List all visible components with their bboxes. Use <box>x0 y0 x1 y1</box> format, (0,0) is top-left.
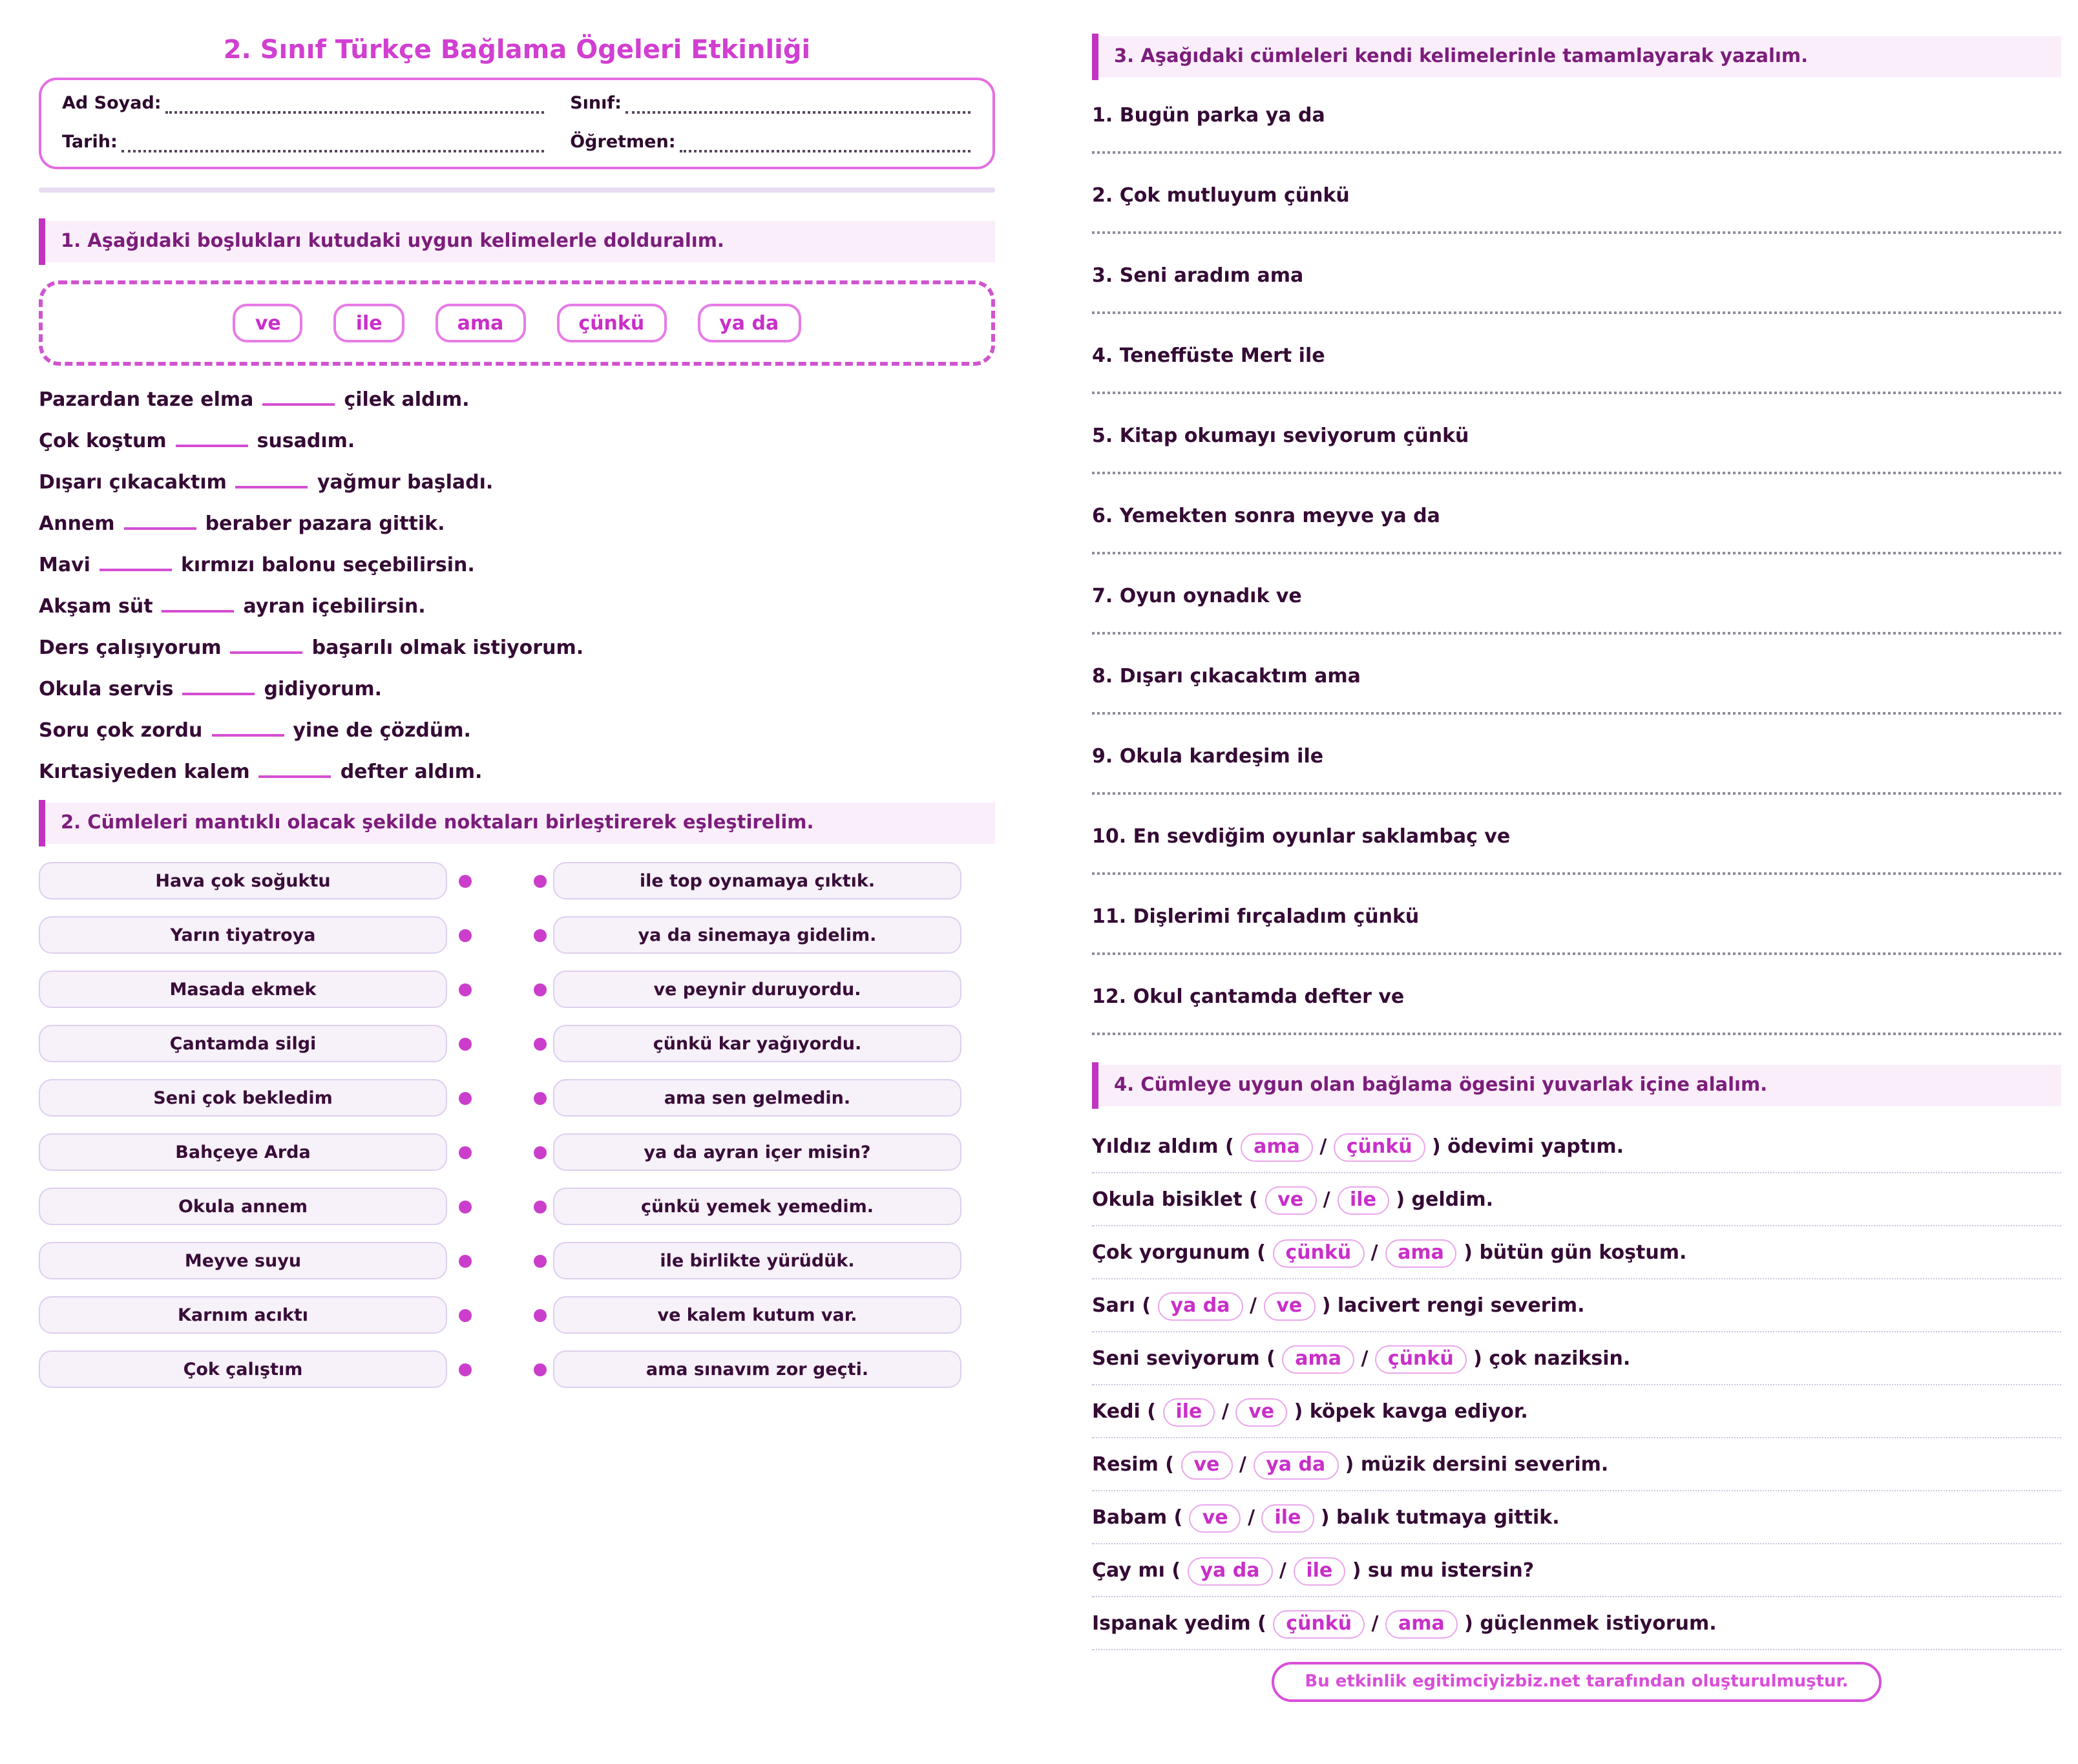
match-connector <box>447 1254 553 1267</box>
fill-sentence <box>39 720 995 742</box>
match-left-box[interactable]: Bahçeye Arda <box>39 1133 447 1171</box>
row-dotted-separator <box>1092 1225 2061 1226</box>
sentence-after: kırmızı balonu seçebilirsin. <box>180 553 475 576</box>
section3-accent-bar <box>1092 34 1098 80</box>
fill-sentence <box>39 389 995 411</box>
answer-blank[interactable] <box>259 765 331 778</box>
match-right-box[interactable]: ya da sinemaya gidelim. <box>553 916 961 954</box>
complete-sentence-item <box>1092 584 2061 607</box>
sentence-before: Seni seviyorum ( <box>1092 1347 1283 1370</box>
left-column <box>39 0 995 1405</box>
match-right-box[interactable]: ile birlikte yürüdük. <box>553 1242 961 1279</box>
item-text: Okul çantamda defter ve <box>1133 985 1405 1008</box>
match-right-box[interactable]: ve peynir duruyordu. <box>553 971 961 1008</box>
item-number: 7. <box>1092 584 1120 607</box>
word-bank-box <box>39 280 995 366</box>
match-left-box[interactable]: Okula annem <box>39 1188 447 1225</box>
option-separator: / <box>1215 1400 1236 1423</box>
section2-heading: 2. Cümleleri mantıklı olacak şekilde noktaları birleştirerek eşleştirelim. <box>61 813 814 834</box>
sentence-before: Ispanak yedim ( <box>1092 1612 1274 1635</box>
item-text: Dişlerimi fırçaladım çünkü <box>1133 905 1420 928</box>
match-connector <box>447 874 553 887</box>
complete-sentence-item <box>1092 424 2061 447</box>
fill-sentence <box>39 554 995 576</box>
circle-option-sentence <box>1092 1238 2061 1268</box>
match-left-box[interactable]: Karnım acıktı <box>39 1296 447 1334</box>
option-separator: / <box>1316 1188 1337 1211</box>
match-left-box[interactable]: Masada ekmek <box>39 971 447 1008</box>
answer-blank[interactable] <box>176 434 248 447</box>
match-right-box[interactable]: ya da ayran içer misin? <box>553 1133 961 1171</box>
row-dotted-separator <box>1092 1596 2061 1597</box>
option-pill-2[interactable]: ama <box>1385 1239 1457 1268</box>
match-dot-right[interactable] <box>534 1091 547 1104</box>
row-dotted-separator <box>1092 1331 2061 1332</box>
row-dotted-separator <box>1092 1649 2061 1650</box>
item-text: Çok mutluyum çünkü <box>1119 184 1350 207</box>
sentence-after: yağmur başladı. <box>317 470 494 494</box>
circle-option-list <box>1092 1132 2061 1650</box>
answer-dotted-line[interactable] <box>1092 952 2061 955</box>
fill-in-sentences <box>39 389 995 783</box>
item-text: Yemekten sonra meyve ya da <box>1119 504 1440 527</box>
word-chip-ile[interactable]: ile <box>334 304 404 342</box>
credit-badge: Bu etkinlik egitimciyizbiz.net tarafından oluşturulmuştur. <box>1271 1662 1882 1702</box>
item-number: 12. <box>1092 985 1133 1008</box>
section3-heading: 3. Aşağıdaki cümleleri kendi kelimelerinle tamamlayarak yazalım. <box>1114 47 1809 67</box>
complete-sentence-item <box>1092 905 2061 928</box>
sentence-after: başarılı olmak istiyorum. <box>311 636 584 659</box>
match-row <box>39 1025 995 1062</box>
answer-dotted-line[interactable] <box>1092 632 2061 635</box>
match-row <box>39 1188 995 1225</box>
circle-option-sentence <box>1092 1609 2061 1639</box>
row-dotted-separator <box>1092 1437 2061 1438</box>
option-separator: / <box>1364 1241 1385 1264</box>
sentence-before: Kedi ( <box>1092 1400 1163 1423</box>
answer-blank[interactable] <box>124 517 196 530</box>
matching-exercise <box>39 862 995 1388</box>
match-connector <box>447 1091 553 1104</box>
sentence-before: Akşam süt <box>39 594 153 618</box>
fill-sentence <box>39 513 995 535</box>
sentence-before: Soru çok zordu <box>39 719 203 742</box>
match-connector <box>447 1037 553 1050</box>
complete-sentence-item <box>1092 504 2061 527</box>
complete-sentence-item <box>1092 264 2061 287</box>
answer-dotted-line[interactable] <box>1092 712 2061 715</box>
option-pill-2[interactable]: ile <box>1262 1504 1314 1533</box>
word-chip-ama[interactable]: ama <box>436 304 526 342</box>
page-title: 2. Sınıf Türkçe Bağlama Ögeleri Etkinliği <box>223 34 811 65</box>
item-number: 4. <box>1092 344 1120 367</box>
match-left-box[interactable]: Çok çalıştım <box>39 1350 447 1388</box>
match-left-box[interactable]: Hava çok soğuktu <box>39 862 447 899</box>
match-dot-left[interactable] <box>459 874 472 887</box>
sentence-after: yine de çözdüm. <box>293 719 471 742</box>
sentence-before: Kırtasiyeden kalem <box>39 760 250 783</box>
item-number: 2. <box>1092 184 1120 207</box>
sentence-after: ) geldim. <box>1389 1188 1494 1211</box>
sentence-after: ) müzik dersini severim. <box>1338 1453 1609 1476</box>
item-number: 10. <box>1092 824 1133 848</box>
answer-blank[interactable] <box>183 682 255 695</box>
footer <box>1092 1662 2061 1702</box>
circle-option-sentence <box>1092 1291 2061 1321</box>
option-separator: / <box>1312 1135 1334 1158</box>
match-row <box>39 971 995 1008</box>
sentence-after: defter aldım. <box>340 760 483 783</box>
sentence-before: Resim ( <box>1092 1453 1181 1476</box>
match-row <box>39 1079 995 1117</box>
match-connector <box>447 1308 553 1321</box>
match-dot-right[interactable] <box>534 929 547 941</box>
sinif-input-line[interactable] <box>625 109 971 114</box>
section1-header <box>39 221 995 262</box>
fill-sentence <box>39 430 995 452</box>
answer-blank[interactable] <box>100 558 172 571</box>
fill-sentence <box>39 596 995 618</box>
student-info-box <box>39 78 995 169</box>
match-connector <box>447 1200 553 1213</box>
complete-sentence-item <box>1092 103 2061 127</box>
item-text: Bugün parka ya da <box>1119 103 1325 127</box>
item-text: En sevdiğim oyunlar saklambaç ve <box>1133 824 1511 848</box>
sentence-after: ) lacivert rengi severim. <box>1315 1294 1585 1317</box>
option-pill-2[interactable]: ile <box>1293 1557 1345 1586</box>
match-connector <box>447 1363 553 1376</box>
option-pill-1[interactable]: ve <box>1265 1186 1316 1215</box>
option-pill-1[interactable]: ya da <box>1158 1292 1243 1321</box>
sentence-before: Annem <box>39 512 115 535</box>
item-number: 1. <box>1092 103 1120 127</box>
row-dotted-separator <box>1092 1490 2061 1491</box>
sentence-after: ) bütün gün koştum. <box>1456 1241 1687 1264</box>
circle-option-sentence <box>1092 1132 2061 1162</box>
sentence-before: Ders çalışıyorum <box>39 636 222 659</box>
sentence-before: Dışarı çıkacaktım <box>39 470 227 494</box>
complete-sentence-item <box>1092 664 2061 688</box>
complete-sentence-item <box>1092 824 2061 848</box>
field-tarih <box>62 132 544 152</box>
match-left-box[interactable]: Çantamda silgi <box>39 1025 447 1062</box>
field-ogretmen <box>570 132 971 152</box>
match-left-box[interactable]: Meyve suyu <box>39 1242 447 1279</box>
item-number: 5. <box>1092 424 1120 447</box>
option-pill-2[interactable]: ya da <box>1253 1451 1338 1480</box>
item-number: 11. <box>1092 905 1133 928</box>
item-text: Oyun oynadık ve <box>1119 584 1302 607</box>
match-row <box>39 1296 995 1334</box>
match-dot-left[interactable] <box>459 1363 472 1376</box>
match-dot-left[interactable] <box>459 1146 472 1159</box>
fill-sentence <box>39 637 995 659</box>
answer-blank[interactable] <box>262 393 335 406</box>
option-separator: / <box>1232 1453 1254 1476</box>
answer-dotted-line[interactable] <box>1092 472 2061 474</box>
sentence-before: Çok yorgunum ( <box>1092 1241 1273 1264</box>
sentence-before: Pazardan taze elma <box>39 388 254 411</box>
section2-accent-bar <box>39 800 45 846</box>
answer-dotted-line[interactable] <box>1092 792 2061 795</box>
option-pill-1[interactable]: ve <box>1190 1504 1241 1533</box>
item-number: 9. <box>1092 744 1120 768</box>
complete-sentence-item <box>1092 744 2061 768</box>
fill-sentence <box>39 678 995 700</box>
match-dot-right[interactable] <box>534 1254 547 1267</box>
field-label-ad-soyad: Ad Soyad: <box>62 93 162 114</box>
match-dot-left[interactable] <box>459 1037 472 1050</box>
match-left-box[interactable]: Seni çok bekledim <box>39 1079 447 1117</box>
match-dot-right[interactable] <box>534 874 547 887</box>
answer-dotted-line[interactable] <box>1092 311 2061 314</box>
row-dotted-separator <box>1092 1172 2061 1173</box>
section4-heading: 4. Cümleye uygun olan bağlama ögesini yuvarlak içine alalım. <box>1114 1075 1768 1096</box>
word-chip-ve[interactable]: ve <box>233 304 303 342</box>
item-text: Teneffüste Mert ile <box>1119 344 1325 367</box>
section4-header <box>1092 1065 2061 1106</box>
row-dotted-separator <box>1092 1384 2061 1385</box>
row-dotted-separator <box>1092 1278 2061 1279</box>
option-pill-2[interactable]: ve <box>1235 1398 1287 1427</box>
sentence-before: Okula bisiklet ( <box>1092 1188 1265 1211</box>
answer-dotted-line[interactable] <box>1092 392 2061 394</box>
fill-sentence <box>39 472 995 494</box>
item-number: 6. <box>1092 504 1120 527</box>
match-left-box[interactable]: Yarın tiyatroya <box>39 916 447 954</box>
sentence-after: ) balık tutmaya gittik. <box>1314 1506 1560 1529</box>
option-pill-1[interactable]: ya da <box>1188 1557 1273 1586</box>
option-separator: / <box>1243 1294 1264 1317</box>
item-number: 3. <box>1092 264 1120 287</box>
section3-header <box>1092 36 2061 78</box>
match-dot-left[interactable] <box>459 1308 472 1321</box>
match-right-box[interactable]: çünkü yemek yemedim. <box>553 1188 961 1225</box>
option-separator: / <box>1272 1559 1294 1582</box>
item-text: Okula kardeşim ile <box>1119 744 1324 768</box>
option-pill-1[interactable]: ama <box>1241 1133 1313 1162</box>
option-pill-1[interactable]: ve <box>1181 1451 1232 1480</box>
option-pill-2[interactable]: çünkü <box>1375 1345 1467 1374</box>
match-dot-left[interactable] <box>459 1254 472 1267</box>
match-right-box[interactable]: çünkü kar yağıyordu. <box>553 1025 961 1062</box>
sentence-before: Çay mı ( <box>1092 1559 1188 1582</box>
section1-heading: 1. Aşağıdaki boşlukları kutudaki uygun kelimelerle dolduralım. <box>61 231 724 252</box>
row-dotted-separator <box>1092 1543 2061 1544</box>
match-dot-right[interactable] <box>534 983 547 996</box>
match-connector <box>447 1146 553 1159</box>
ogretmen-input-line[interactable] <box>680 147 971 152</box>
section2-header <box>39 803 995 844</box>
sentence-before: Sarı ( <box>1092 1294 1158 1317</box>
field-label-sinif: Sınıf: <box>570 93 622 114</box>
circle-option-sentence <box>1092 1344 2061 1374</box>
word-chip-çünkü[interactable]: çünkü <box>556 304 666 342</box>
divider <box>39 187 995 193</box>
answer-blank[interactable] <box>231 641 303 654</box>
sentence-after: beraber pazara gittik. <box>205 512 445 535</box>
fill-sentence <box>39 761 995 783</box>
answer-blank[interactable] <box>211 724 284 737</box>
sentence-after: ) su mu istersin? <box>1345 1559 1535 1582</box>
match-dot-right[interactable] <box>534 1146 547 1159</box>
complete-sentence-item <box>1092 344 2061 367</box>
circle-option-sentence <box>1092 1556 2061 1586</box>
match-row <box>39 1133 995 1171</box>
sentence-before: Okula servis <box>39 677 174 700</box>
answer-dotted-line[interactable] <box>1092 231 2061 234</box>
option-pill-2[interactable]: ile <box>1337 1186 1389 1215</box>
match-connector <box>447 983 553 996</box>
match-row <box>39 862 995 899</box>
match-dot-right[interactable] <box>534 1037 547 1050</box>
circle-option-sentence <box>1092 1397 2061 1427</box>
match-dot-right[interactable] <box>534 1363 547 1376</box>
sentence-after: ayran içebilirsin. <box>243 594 426 618</box>
sentence-after: susadım. <box>257 429 355 452</box>
match-dot-right[interactable] <box>534 1200 547 1213</box>
option-pill-2[interactable]: çünkü <box>1334 1133 1425 1162</box>
sentence-after: gidiyorum. <box>264 677 382 700</box>
section1-accent-bar <box>39 218 45 265</box>
option-separator: / <box>1241 1506 1262 1529</box>
option-pill-1[interactable]: çünkü <box>1272 1239 1364 1268</box>
sentence-after: ) güçlenmek istiyorum. <box>1457 1612 1717 1635</box>
match-row <box>39 916 995 954</box>
word-chip-ya-da[interactable]: ya da <box>697 304 801 342</box>
field-sinif <box>570 93 971 114</box>
match-dot-right[interactable] <box>534 1308 547 1321</box>
match-right-box[interactable]: ile top oynamaya çıktık. <box>553 862 961 899</box>
sentence-after: ) çok naziksin. <box>1466 1347 1631 1370</box>
item-number: 8. <box>1092 664 1120 688</box>
right-column <box>1092 0 2061 1702</box>
sentence-after: ) ödevimi yaptım. <box>1425 1135 1624 1158</box>
match-right-box[interactable]: ama sen gelmedin. <box>553 1079 961 1117</box>
field-label-tarih: Tarih: <box>62 132 118 152</box>
answer-dotted-line[interactable] <box>1092 552 2061 554</box>
match-connector <box>447 929 553 941</box>
circle-option-sentence <box>1092 1450 2061 1480</box>
ad-soyad-input-line[interactable] <box>165 109 545 114</box>
match-dot-left[interactable] <box>459 1091 472 1104</box>
option-separator: / <box>1354 1347 1375 1370</box>
sentence-before: Çok koştum <box>39 429 167 452</box>
tarih-input-line[interactable] <box>121 147 544 152</box>
circle-option-sentence <box>1092 1503 2061 1533</box>
field-label-ogretmen: Öğretmen: <box>570 132 676 152</box>
answer-dotted-line[interactable] <box>1092 1033 2061 1035</box>
sentence-after: çilek aldım. <box>344 388 470 411</box>
option-pill-1[interactable]: ama <box>1282 1345 1354 1374</box>
match-row <box>39 1350 995 1388</box>
field-ad-soyad <box>62 93 544 114</box>
option-pill-1[interactable]: çünkü <box>1273 1610 1365 1639</box>
match-right-box[interactable]: ve kalem kutum var. <box>553 1296 961 1334</box>
answer-dotted-line[interactable] <box>1092 151 2061 154</box>
sentence-after: ) köpek kavga ediyor. <box>1287 1400 1528 1423</box>
sentence-before: Babam ( <box>1092 1506 1190 1529</box>
item-text: Dışarı çıkacaktım ama <box>1119 664 1361 688</box>
option-pill-1[interactable]: ile <box>1162 1398 1215 1427</box>
answer-dotted-line[interactable] <box>1092 872 2061 875</box>
complete-sentences-list <box>1092 103 2061 1035</box>
option-separator: / <box>1365 1612 1385 1635</box>
item-text: Seni aradım ama <box>1119 264 1304 287</box>
match-dot-left[interactable] <box>459 929 472 941</box>
answer-blank[interactable] <box>162 600 235 613</box>
match-dot-left[interactable] <box>459 1200 472 1213</box>
sentence-before: Yıldız aldım ( <box>1092 1135 1241 1158</box>
match-right-box[interactable]: ama sınavım zor geçti. <box>553 1350 961 1388</box>
complete-sentence-item <box>1092 985 2061 1008</box>
answer-blank[interactable] <box>236 476 308 488</box>
section4-accent-bar <box>1092 1062 1098 1109</box>
item-text: Kitap okumayı seviyorum çünkü <box>1119 424 1469 447</box>
complete-sentence-item <box>1092 184 2061 207</box>
circle-option-sentence <box>1092 1185 2061 1215</box>
match-dot-left[interactable] <box>459 983 472 996</box>
option-pill-2[interactable]: ama <box>1385 1610 1458 1639</box>
sentence-before: Mavi <box>39 553 90 576</box>
option-pill-2[interactable]: ve <box>1263 1292 1315 1321</box>
match-row <box>39 1242 995 1279</box>
